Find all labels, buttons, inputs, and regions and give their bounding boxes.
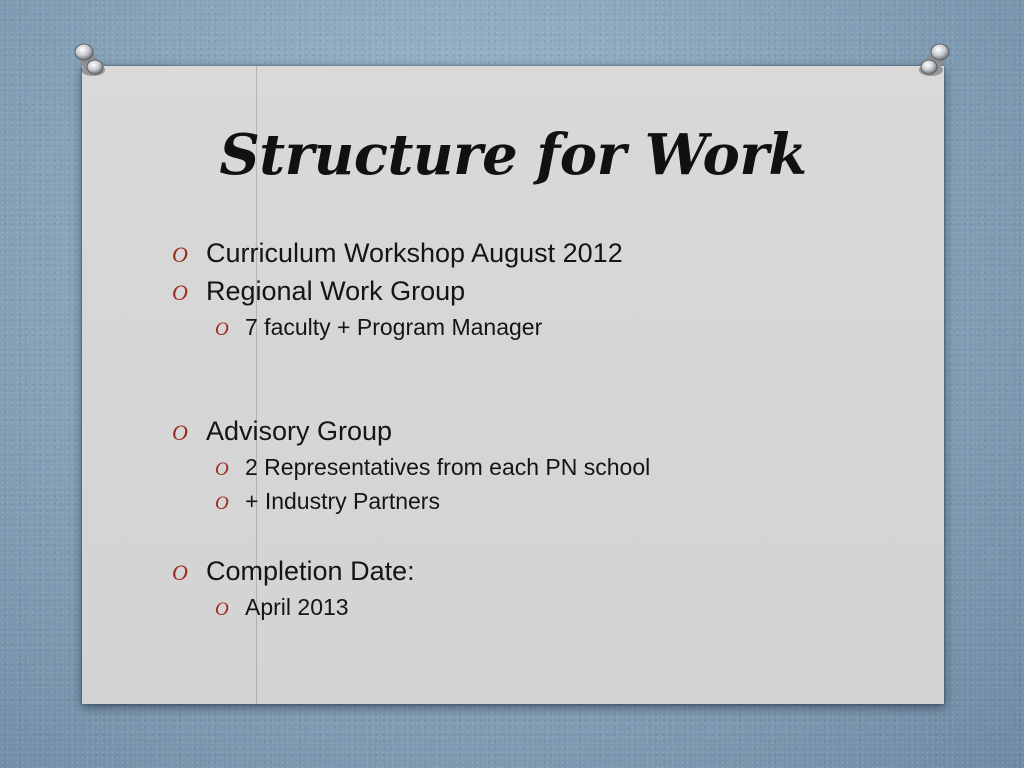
sub-bullet-text: April 2013 [245, 594, 349, 620]
bullet-text: Regional Work Group [206, 276, 466, 306]
bullet-marker-icon: O [215, 459, 229, 480]
sub-bullet-text: 2 Representatives from each PN school [245, 454, 651, 480]
bullet-text: Advisory Group [206, 416, 393, 446]
sub-bullet-item [215, 488, 440, 515]
bullet-marker-icon: O [172, 560, 188, 585]
bullet-marker-icon: O [172, 242, 188, 267]
bullet-item [172, 556, 415, 587]
bullet-marker-icon: O [215, 599, 229, 620]
sub-bullet-item [215, 314, 542, 341]
bullet-marker-icon: O [215, 319, 229, 340]
slide-title: Structure for Work [219, 122, 807, 188]
sub-bullet-item [215, 454, 650, 481]
bullet-marker-icon: O [172, 280, 188, 305]
bullet-marker-icon: O [215, 493, 229, 514]
bullet-text: Curriculum Workshop August 2012 [206, 238, 623, 268]
sub-bullet-text: 7 faculty + Program Manager [245, 314, 543, 340]
bullet-item [172, 416, 392, 447]
bullet-item [172, 276, 465, 307]
sub-bullet-text: + Industry Partners [245, 488, 440, 514]
bullet-text: Completion Date: [206, 556, 415, 586]
bullet-marker-icon: O [172, 420, 188, 445]
pushpin-icon [912, 40, 956, 84]
bullet-item [172, 238, 623, 269]
sub-bullet-item [215, 594, 349, 621]
pushpin-icon [68, 40, 112, 84]
